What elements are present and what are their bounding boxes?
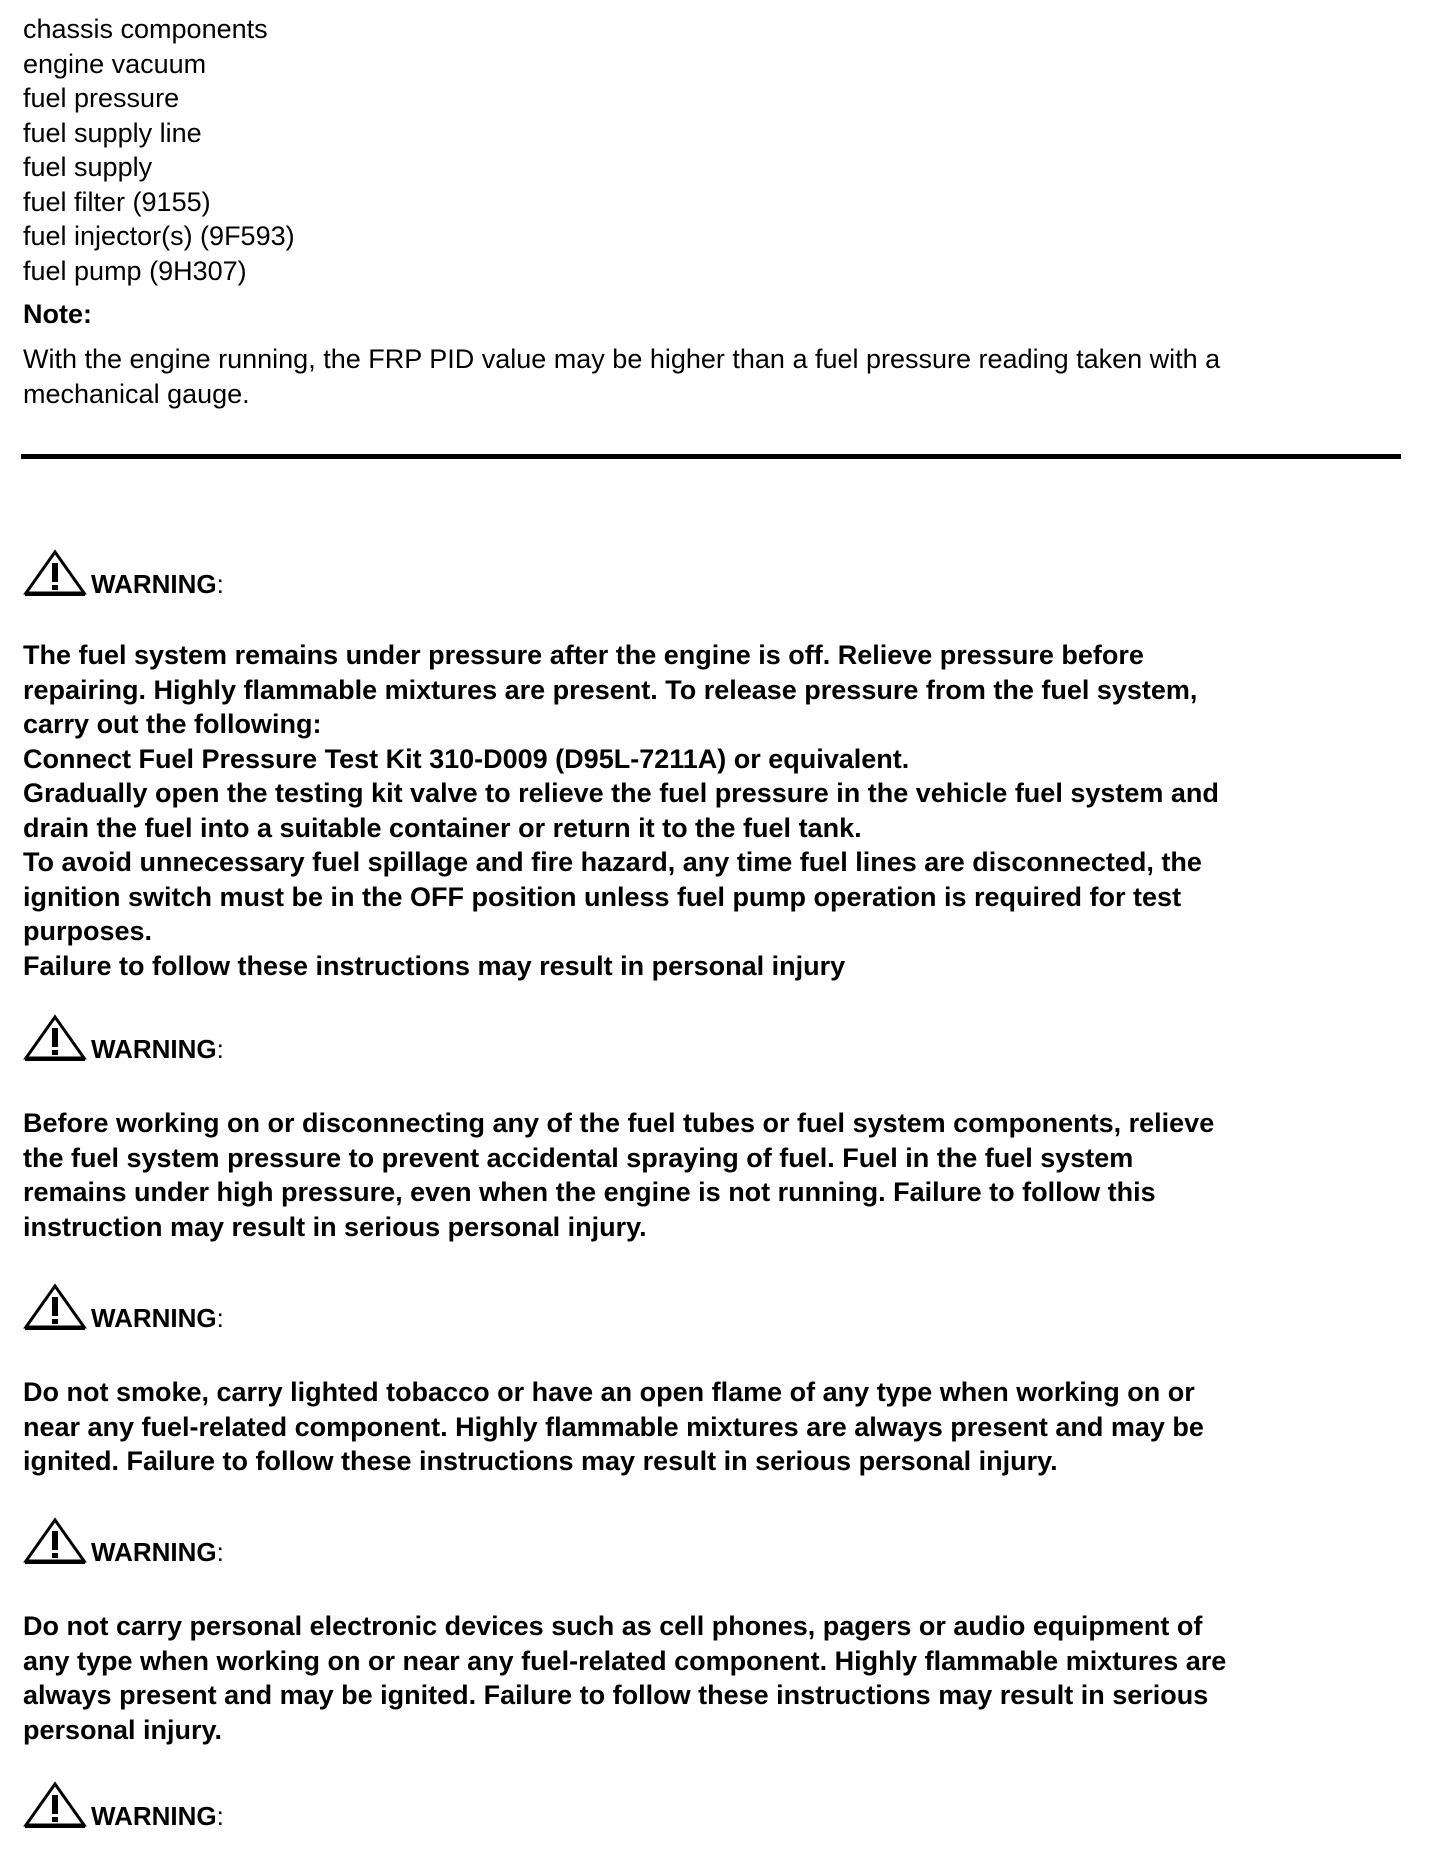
component-list (23, 12, 295, 288)
note-text (23, 342, 1220, 411)
list-item: fuel pressure (23, 83, 180, 113)
list-item: chassis components (23, 14, 268, 44)
warning-line: remains under high pressure, even when the engine is not running. Failure to follow this (23, 1177, 1156, 1207)
list-item: fuel filter (9155) (23, 186, 211, 217)
warning-triangle-icon (23, 1014, 87, 1062)
warning-header (23, 549, 1423, 601)
warning-line: To avoid unnecessary fuel spillage and fire hazard, any time fuel lines are disconnected, the (23, 847, 1202, 877)
warning-line: The fuel system remains under pressure after the engine is off. Relieve pressure before (23, 640, 1144, 670)
warning-header (23, 1283, 1423, 1335)
list-item: fuel pump (9H307) (23, 255, 247, 286)
warning-text (23, 1609, 1226, 1747)
warning-line: Connect Fuel Pressure Test Kit 310-D009 (D95L-7211A) or equivalent. (23, 743, 910, 774)
warning-label: WARNING: (91, 1303, 224, 1333)
warning-text (23, 1106, 1214, 1244)
warning-label: WARNING: (91, 1034, 224, 1064)
warning-line: near any fuel-related component. Highly flammable mixtures are always present and may be (23, 1411, 1204, 1442)
warning-triangle-icon (23, 1283, 87, 1331)
warning-block (23, 1014, 1423, 1242)
warning-block (23, 1283, 1423, 1476)
warning-line: instruction may result in serious personal injury. (23, 1211, 647, 1242)
horizontal-divider (21, 454, 1401, 459)
warning-text (23, 638, 1219, 983)
note-label: Note: (23, 299, 92, 329)
warning-line: Failure to follow these instructions may result in personal injury (23, 950, 846, 981)
note-line: mechanical gauge. (23, 378, 250, 409)
warning-line: Do not smoke, carry lighted tobacco or have an open flame of any type when working on or (23, 1377, 1195, 1407)
warning-label: WARNING: (91, 569, 224, 599)
warning-line: drain the fuel into a suitable container or return it to the fuel tank. (23, 812, 862, 843)
list-item: engine vacuum (23, 48, 207, 79)
warning-line: the fuel system pressure to prevent accidental spraying of fuel. Fuel in the fuel system (23, 1142, 1134, 1173)
warning-header (23, 1014, 1423, 1066)
warning-line: Before working on or disconnecting any of the fuel tubes or fuel system components, relieve (23, 1108, 1215, 1138)
warning-line: carry out the following: (23, 709, 322, 739)
warning-block (23, 1781, 1423, 1833)
warning-text (23, 1375, 1204, 1479)
warning-header (23, 1517, 1423, 1569)
warning-label: WARNING: (91, 1801, 224, 1831)
warning-line: ignited. Failure to follow these instructions may result in serious personal injury. (23, 1446, 1058, 1476)
warning-triangle-icon (23, 1781, 87, 1829)
warning-triangle-icon (23, 1517, 87, 1565)
warning-label: WARNING: (91, 1537, 224, 1567)
warning-line: personal injury. (23, 1714, 223, 1745)
list-item: fuel supply (23, 152, 153, 182)
warning-block (23, 1517, 1423, 1745)
warning-triangle-icon (23, 549, 87, 597)
list-item: fuel injector(s) (9F593) (23, 221, 295, 251)
warning-line: Do not carry personal electronic devices such as cell phones, pagers or audio equipment of (23, 1611, 1203, 1641)
note-line: With the engine running, the FRP PID value may be higher than a fuel pressure reading taken with a (23, 344, 1221, 374)
warning-line: always present and may be ignited. Failure to follow these instructions may result in serious (23, 1680, 1209, 1710)
warning-block (23, 549, 1423, 981)
list-item: fuel supply line (23, 117, 202, 148)
warning-line: ignition switch must be in the OFF position unless fuel pump operation is required for test (23, 881, 1182, 912)
warning-line: Gradually open the testing kit valve to relieve the fuel pressure in the vehicle fuel system and (23, 778, 1219, 808)
warning-line: any type when working on or near any fuel-related component. Highly flammable mixtures are (23, 1645, 1227, 1676)
warning-header (23, 1781, 1423, 1833)
warning-line: repairing. Highly flammable mixtures are present. To release pressure from the fuel system, (23, 674, 1198, 705)
warning-line: purposes. (23, 916, 153, 946)
